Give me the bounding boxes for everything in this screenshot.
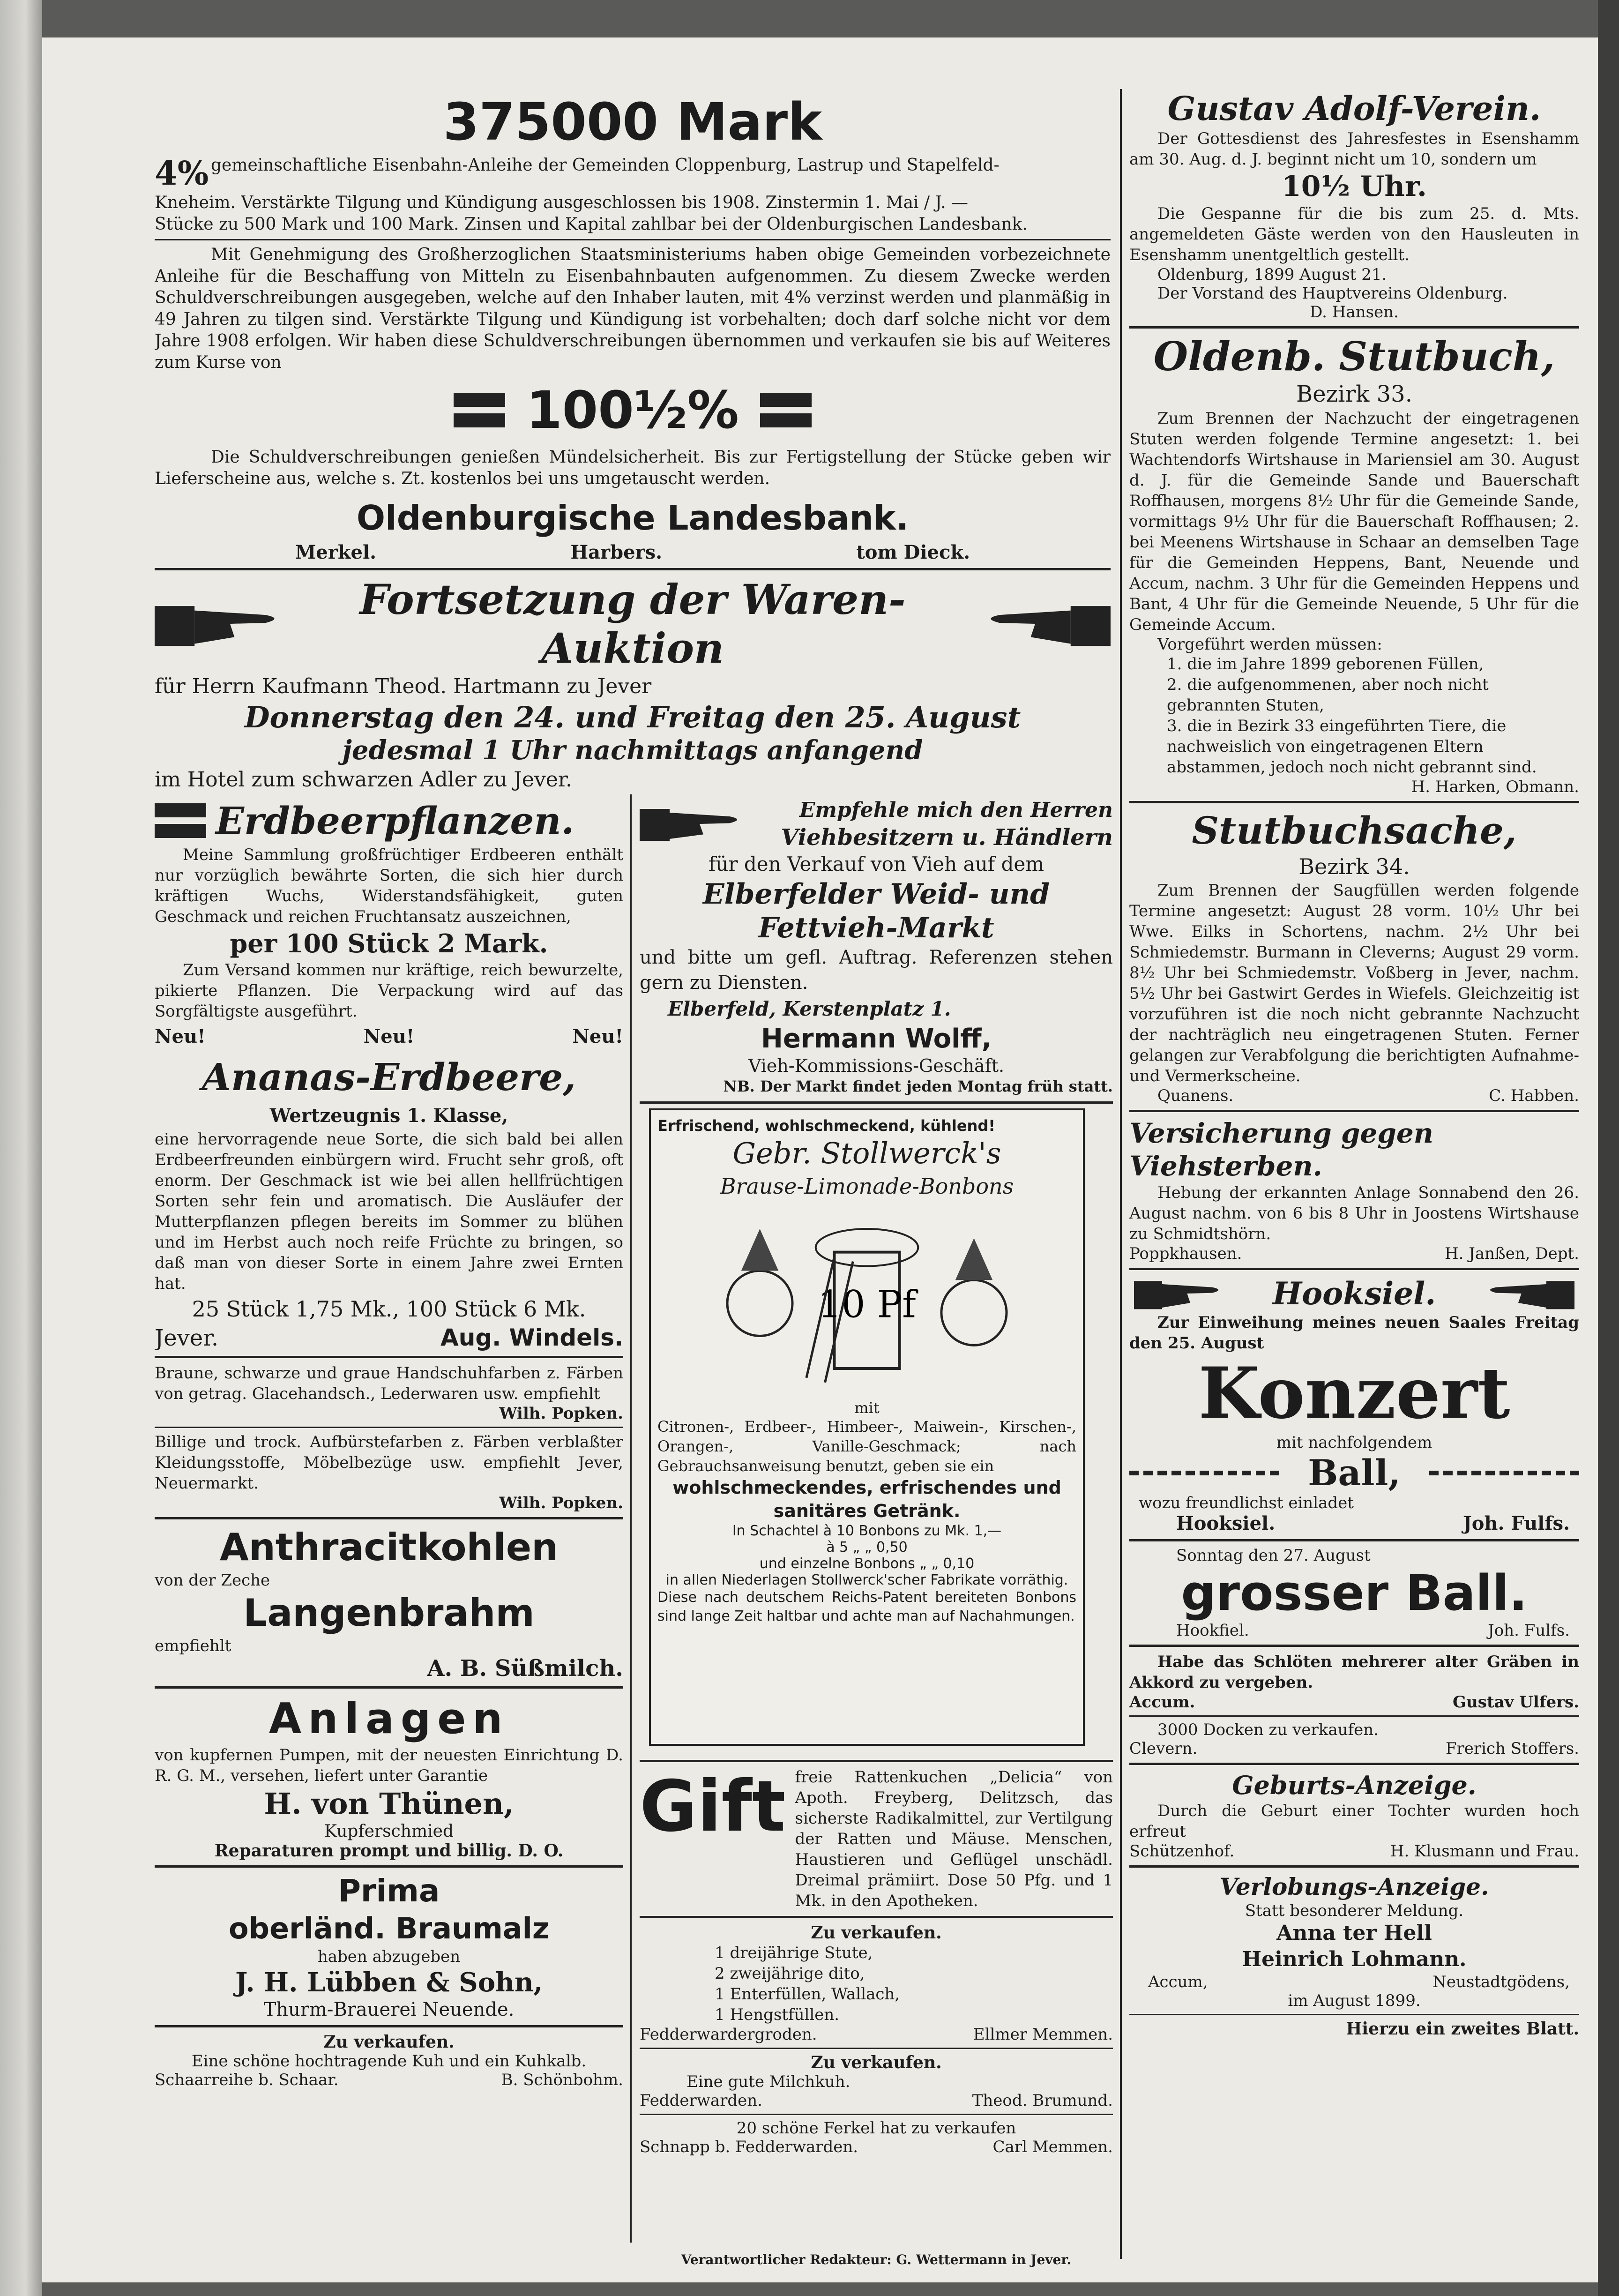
geb-title: Geburts-Anzeige. <box>1232 1770 1477 1800</box>
stutbuch-title: Oldenb. Stutbuch, <box>1153 333 1555 380</box>
verk-sign: B. Schönbohm. <box>501 2071 623 2089</box>
grosser-ball: grosser Ball. <box>1181 1564 1528 1622</box>
right-column <box>1129 89 1579 2264</box>
stutbuch-list-1: 1. die im Jahre 1899 geborenen Füllen, <box>1167 655 1484 673</box>
verl-date: im August 1899. <box>1288 1991 1421 2010</box>
kohlen-sign: A. B. Süßmilch. <box>427 1655 623 1682</box>
gb-footer <box>1129 1621 1579 1640</box>
vers-place: Poppkhausen. <box>1129 1244 1242 1263</box>
vieh-addr: Elberfeld, Kerstenplatz 1. <box>668 997 951 1020</box>
stollwerck-ad <box>640 1108 1113 1755</box>
anlagen-title: Anlagen <box>269 1694 509 1743</box>
scan-border <box>1598 0 1619 2296</box>
stutbuch-bezirk: Bezirk 33. <box>1296 381 1412 407</box>
vieh-nb: NB. Der Markt findet jeden Montag früh statt. <box>723 1077 1113 1095</box>
hook-nach: mit nachfolgendem <box>1276 1433 1432 1452</box>
zv2-footer <box>640 2091 1113 2110</box>
neu-3: Neu! <box>572 1025 623 1047</box>
kohlen-zeche: Langenbrahm <box>243 1591 535 1635</box>
vers-sign: H. Janßen, Dept. <box>1444 1244 1579 1263</box>
hook-title: Hooksiel. <box>1272 1275 1436 1312</box>
ferkel-body: 20 schöne Ferkel hat zu verkaufen <box>736 2119 1016 2138</box>
zv1-footer <box>640 2025 1113 2044</box>
gb-sign: Joh. Fulfs. <box>1488 1621 1570 1640</box>
pointing-hand-left-icon <box>977 596 1111 652</box>
bond-title: 375000 Mark <box>443 92 822 152</box>
neu-row <box>155 1025 623 1047</box>
ga-time: 10½ Uhr. <box>1282 170 1427 203</box>
kohlen-title: Anthracitkohlen <box>219 1526 559 1569</box>
bank-name: Oldenburgische Landesbank. <box>356 498 909 538</box>
bond-body-2: Die Schuldverschreibungen genießen Mündelsicherheit. Bis zur Fertigstellung der Stücke geben wir Lieferscheine aus, welche s. Zt. kostenlos bei uns umgetauscht werden. <box>155 448 1111 488</box>
stollwerck-patent: Diese nach deutschem Reichs-Patent bereiteten Bonbons sind lange Zeit haltbar und achte man auf Nachahmungen. <box>657 1589 1076 1624</box>
gift-title: Gift <box>640 1766 786 1847</box>
stutbuch-sign: H. Harken, Obmann. <box>1411 778 1579 796</box>
kohlen-from: von der Zeche <box>155 1571 270 1590</box>
erdbeer-title: Erdbeerpflanzen. <box>216 799 574 843</box>
erdbeer-bars <box>155 797 206 845</box>
verk-body: Eine schöne hochtragende Kuh und ein Kuhkalb. <box>191 2052 587 2071</box>
vieh-line-1: Empfehle mich den Herren <box>799 798 1113 822</box>
pointing-hand-left-small-icon <box>1476 1275 1579 1312</box>
anlagen-rep: Reparaturen prompt und billig. D. O. <box>214 1841 564 1861</box>
column-rule-inner <box>630 794 632 2243</box>
ga-sign-2: D. Hansen. <box>1310 303 1399 322</box>
stollwerck-pack-2: à 5 „ „ 0,50 <box>826 1539 908 1556</box>
column-rule-main <box>1120 89 1122 2259</box>
zv1-sign: Ellmer Memmen. <box>973 2025 1113 2044</box>
graben-sign: Gustav Ulfers. <box>1453 1693 1579 1712</box>
price-tag-text: 10 Pf <box>818 1282 916 1326</box>
verk-footer <box>155 2071 623 2089</box>
vers-body: Hebung der erkannten Anlage Sonnabend den 26. August nachm. von 6 bis 8 Uhr in Joostens Wirtshause zu Schmidtshörn. <box>1129 1183 1579 1243</box>
erdbeer-body-2: Zum Versand kommen nur kräftige, reich bewurzelte, pikierte Pflanzen. Die Verpackung wird auf das Sorgfältigste ausgeführt. <box>155 961 623 1021</box>
zweites-blatt: Hierzu ein zweites Blatt. <box>1346 2019 1579 2039</box>
stollwerck-pack-3: und einzelne Bonbons „ „ 0,10 <box>759 1556 975 1572</box>
anlagen-body: von kupfernen Pumpen, mit der neuesten Einrichtung D. R. G. M., versehen, liefert unter Garantie <box>155 1746 623 1785</box>
ga-body: Der Gottesdienst des Jahresfestes in Esenshamm am 30. Aug. d. J. beginnt nicht um 10, sondern um <box>1129 129 1579 169</box>
verl-place-1: Accum, <box>1148 1973 1208 1991</box>
stutbuch-list <box>1129 654 1579 778</box>
stutbuch-list-2: 2. die aufgenommenen, aber noch nicht gebrannten Stuten, <box>1167 675 1489 715</box>
ferkel-footer <box>640 2138 1113 2156</box>
stutbuchsache-title: Stutbuchsache, <box>1192 808 1517 853</box>
farben2-sign: Wilh. Popken. <box>499 1494 623 1512</box>
zv2-place: Fedderwarden. <box>640 2091 762 2110</box>
docken-place: Clevern. <box>1129 1739 1198 1758</box>
bond-line-1: gemeinschaftliche Eisenbahn-Anleihe der Gemeinden Cloppenburg, Lastrup und Stapelfeld- <box>211 156 1000 175</box>
ananas-title: Ananas-Erdbeere, <box>201 1055 576 1099</box>
ga-date: Oldenburg, 1899 August 21. <box>1157 265 1387 284</box>
vieh-line-4: Elberfelder Weid- und <box>702 878 1050 911</box>
bond-line-2: Kneheim. Verstärkte Tilgung und Kündigung ausgeschlossen bis 1908. Zinstermin 1. Mai / J. — <box>155 193 968 212</box>
zv1-item-1: 1 dreijährige Stute, <box>715 1944 873 1962</box>
stutbuchsache-footer <box>1129 1086 1579 1105</box>
redakteur-line: Verantwortlicher Redakteur: G. Wettermann in Jever. <box>681 2252 1072 2267</box>
vieh-header <box>640 797 1113 851</box>
verl-name-2: Heinrich Lohmann. <box>1242 1947 1467 1971</box>
stutbuchsache-sign: C. Habben. <box>1489 1086 1579 1105</box>
hook-sign: Joh. Fulfs. <box>1462 1512 1570 1534</box>
hook-line: Zur Einweihung meines neuen Saales Freitag den 25. August <box>1129 1313 1579 1353</box>
neu-2: Neu! <box>363 1025 415 1047</box>
erdbeer-price: per 100 Stück 2 Mark. <box>230 928 548 958</box>
geb-place: Schützenhof. <box>1129 1842 1235 1861</box>
newspaper-page <box>42 37 1598 2282</box>
verl-statt: Statt besonderer Meldung. <box>1245 1901 1464 1920</box>
gnomes-illustration <box>657 1200 1076 1397</box>
graben-body: Habe das Schlöten mehrerer alter Gräben in Akkord zu vergeben. <box>1129 1653 1579 1692</box>
geb-sign: H. Klusmann und Frau. <box>1390 1842 1579 1861</box>
konzert: Konzert <box>1198 1352 1510 1435</box>
stollwerck-top: Erfrischend, wohlschmeckend, kühlend! <box>657 1117 995 1135</box>
zv1-place: Fedderwardergroden. <box>640 2025 817 2044</box>
pointing-hand-icon <box>640 800 752 847</box>
ananas-footer <box>155 1324 623 1351</box>
stollwerck-avail: in allen Niederlagen Stollwerck'scher Fabrikate vorräthig. <box>665 1572 1068 1588</box>
stollwerck-brand: Gebr. Stollwerck's <box>732 1136 1001 1170</box>
malz-title: oberländ. Braumalz <box>229 1911 549 1945</box>
neu-1: Neu! <box>155 1025 206 1047</box>
signer-3: tom Dieck. <box>856 541 970 563</box>
stollwerck-product: Brause-Limonade-Bonbons <box>720 1174 1014 1199</box>
verl-place-2: Neustadtgödens, <box>1432 1973 1570 1991</box>
price-bars-left <box>454 386 505 434</box>
verl-title: Verlobungs-Anzeige. <box>1219 1873 1489 1900</box>
geb-footer <box>1129 1842 1579 1861</box>
hook-footer <box>1129 1512 1579 1534</box>
stutbuch-body: Zum Brennen der Nachzucht der eingetragenen Stuten werden folgende Termine angesetzt: 1. bei Wachtendorfs Wirtshause in Mariensiel am 30. August d. J. für die Gemeinde Sande und Bauerschaft Roffhausen, morgens 8½ Uhr für die Gemeinde Sande, vormittags 9½ Uhr für die Bauerschaft Roffhausen; 2. bei Meenens Wirtshause in Schaar an demselben Tage für die Gemeinden Heppens, Bant, Neuende und Accum, nachm. 3 Uhr für die Gemeinden Heppens und Bant, 4 Uhr für die Gemeinde Neuende, 5 Uhr für die Gemeinde Accum. <box>1129 409 1579 634</box>
middle-column <box>640 797 1113 2250</box>
bond-header <box>155 155 1111 192</box>
stollwerck-mit: mit <box>854 1399 880 1417</box>
bank-signers <box>155 541 1111 563</box>
sonntag: Sonntag den 27. August <box>1176 1546 1371 1565</box>
stutbuchsache-bezirk: Bezirk 34. <box>1298 854 1410 879</box>
auction-line-1: für Herrn Kaufmann Theod. Hartmann zu Jever <box>155 674 652 698</box>
hook-einl: wozu freundlichst einladet <box>1139 1494 1354 1512</box>
ananas-price: 25 Stück 1,75 Mk., 100 Stück 6 Mk. <box>192 1296 586 1322</box>
vieh-name: Hermann Wolff, <box>761 1024 992 1054</box>
auction-line-3: jedesmal 1 Uhr nachmittags anfangend <box>342 735 923 766</box>
gift-body: freie Rattenkuchen „Delicia“ von Apoth. Freyberg, Delitzsch, das sicherste Radikalmittel, zur Vertilgung der Ratten und Mäuse. Menschen, Haustieren und Geflügel unschädl. Dreimal prämiirt. Dose 50 Pfg. und 1 Mk. in den Apotheken. <box>795 1768 1113 1910</box>
bond-rate: 4% <box>155 154 209 193</box>
stutbuch-list-3: 3. die in Bezirk 33 eingeführten Tiere, die nachweislich von eingetragenen Eltern abstammen, jedoch noch nicht gebrannt sind. <box>1167 717 1537 777</box>
vieh-line-6: und bitte um gefl. Auftrag. Referenzen stehen gern zu Diensten. <box>640 947 1113 994</box>
graben-footer <box>1129 1693 1579 1712</box>
vieh-line-3: für den Verkauf von Vieh auf dem <box>708 853 1045 875</box>
zv1-item-3: 1 Enterfüllen, Wallach, <box>715 1985 900 2004</box>
gb-place: Hookfiel. <box>1176 1621 1249 1640</box>
farben1-sign: Wilh. Popken. <box>499 1404 623 1423</box>
auction-line-4: im Hotel zum schwarzen Adler zu Jever. <box>155 768 573 792</box>
zv1-head: Zu verkaufen. <box>811 1923 942 1943</box>
hook-header <box>1129 1275 1579 1312</box>
stutbuch-vorg: Vorgeführt werden müssen: <box>1157 635 1382 654</box>
zv2-sign: Theod. Brumund. <box>972 2091 1113 2110</box>
ananas-sign: Aug. Windels. <box>440 1324 623 1351</box>
ananas-sub: Wertzeugnis 1. Klasse, <box>269 1105 508 1127</box>
binding-edge <box>0 0 42 2296</box>
ball-dash-right <box>1429 1471 1579 1475</box>
zv1-items <box>640 1943 1113 2025</box>
zv1-item-4: 1 Hengstfüllen. <box>715 2005 840 2024</box>
verl-name-1: Anna ter Hell <box>1276 1921 1432 1945</box>
stollwerck-flavors: Citronen-, Erdbeer-, Himbeer-, Maiwein-, Kirschen-, Orangen-, Vanille-Geschmack; nach Gebrauchsanweisung benutzt, geben sie ein <box>657 1418 1076 1475</box>
malz-haben: haben abzugeben <box>317 1947 461 1966</box>
anlagen-name: H. von Thünen, <box>264 1787 514 1821</box>
docken-body: 3000 Docken zu verkaufen. <box>1157 1720 1379 1739</box>
left-narrow-column <box>155 797 623 2250</box>
zv1-item-2: 2 zweijährige dito, <box>715 1964 865 1983</box>
farben1-body: Braune, schwarze und graue Handschuhfarben z. Färben von getrag. Glacehandsch., Lederwaren usw. empfiehlt <box>155 1364 623 1403</box>
ball-row <box>1129 1452 1579 1494</box>
bond-price: 100½% <box>526 380 739 440</box>
stollwerck-drink: wohlschmeckendes, erfrischendes und sanitäres Getränk. <box>672 1477 1061 1521</box>
erdbeer-header <box>155 797 623 845</box>
vieh-job: Vieh-Kommissions-Geschäft. <box>748 1055 1005 1076</box>
stollwerck-pack-1: In Schachtel à 10 Bonbons zu Mk. 1,— <box>732 1523 1002 1539</box>
ananas-place: Jever. <box>155 1325 219 1351</box>
stollwerck-frame <box>649 1108 1085 1746</box>
verk-head: Zu verkaufen. <box>323 2032 455 2052</box>
docken-sign: Frerich Stoffers. <box>1445 1739 1579 1758</box>
docken-footer <box>1129 1739 1579 1758</box>
graben-place: Accum. <box>1129 1693 1195 1712</box>
signer-2: Harbers. <box>570 541 663 563</box>
malz-name: J. H. Lübben & Sohn, <box>235 1967 543 1998</box>
stutbuchsache-place: Quanens. <box>1157 1086 1234 1105</box>
pointing-hand-right-icon <box>155 596 288 652</box>
bond-price-row <box>155 380 1111 440</box>
ferkel-place: Schnapp b. Fedderwarden. <box>640 2138 858 2156</box>
hook-place: Hooksiel. <box>1176 1512 1276 1534</box>
verl-places <box>1129 1973 1579 1991</box>
auction-line-2: Donnerstag den 24. und Freitag den 25. August <box>244 700 1021 734</box>
ball-dash-left <box>1129 1471 1279 1475</box>
auction-title: Fortsetzung der Waren-Auktion <box>359 575 906 673</box>
vieh-line-5: Fettvieh-Markt <box>758 912 994 944</box>
bond-body: Mit Genehmigung des Großherzoglichen Staatsministeriums haben obige Gemeinden vorbezeichnete Anleihe für die Beschaffung von Mitteln zu Eisenbahnbauten aufgenommen. Zu diesem Zwecke werden Schuldverschreibungen ausgegeben, welche auf den Inhaber lauten, mit 4% verzinst werden und planmäßig in 49 Jahren zu tilgen sind. Verstärkte Tilgung und Kündigung ist vorbehalten; doch darf solche nicht vor dem Jahre 1908 erfolgen. Wir haben diese Schuldverschreibungen übernommen und verkaufen sie bis auf Weiteres zum Kurse von <box>155 245 1111 372</box>
price-bars-right <box>760 386 812 434</box>
ananas-body: eine hervorragende neue Sorte, die sich bald bei allen Erdbeerfreunden einbürgern wird. Frucht sehr groß, oft enorm. Der Geschmack ist wie bei allen hellfrüchtigen Sorten sehr fein und aromatisch. Die Ausläufer der Mutterpflanzen pflegen bereits im Sommer zu blühen und im Herbst auch noch reife Früchte zu bringen, so daß man von dieser Sorte in einem Jahre zwei Ernten hat. <box>155 1130 623 1293</box>
signer-1: Merkel. <box>295 541 377 563</box>
auction-header <box>155 575 1111 673</box>
vers-footer <box>1129 1244 1579 1263</box>
kohlen-empf: empfiehlt <box>155 1637 231 1655</box>
left-wide-column <box>155 89 1111 792</box>
bond-line-3: Stücke zu 500 Mark und 100 Mark. Zinsen und Kapital zahlbar bei der Oldenburgischen Landesbank. <box>155 215 1028 234</box>
vieh-line-2: Viehbesitzern u. Händlern <box>781 824 1113 851</box>
malz-place: Thurm-Brauerei Neuende. <box>263 1999 515 2020</box>
ga-title: Gustav Adolf-Verein. <box>1167 89 1541 128</box>
ferkel-sign: Carl Memmen. <box>992 2138 1113 2156</box>
stutbuchsache-body: Zum Brennen der Saugfüllen werden folgende Termine angesetzt: August 28 vorm. 10½ Uhr bei Wwe. Eilks in Schortens, nachm. 2½ Uhr bei Schmiedemstr. Burmann in Cleverns; August 29 vorm. 8½ Uhr bei Schmiedemstr. Voßberg in Jever, nachm. 5½ Uhr bei Gastwirt Gerdes in Wiefels. Gleichzeitig ist vorzuführen ist die noch nicht gebrannte Nachzucht der nachträglich neu eingetragenen Stuten. Ferner gelangen zur Verabfolgung die berichtigten Aufnahme- und Vermerkscheine. <box>1129 881 1579 1085</box>
vers-title: Versicherung gegen Viehsterben. <box>1129 1117 1433 1182</box>
geb-body: Durch die Geburt einer Tochter wurden hoch erfreut <box>1129 1802 1579 1841</box>
farben2-body: Billige und trock. Aufbürstefarben z. Färben verblaßter Kleidungsstoffe, Möbelbezüge usw. empfiehlt Jever, Neuermarkt. <box>155 1433 623 1493</box>
ball: Ball, <box>1308 1452 1401 1494</box>
pointing-hand-right-small-icon <box>1129 1275 1232 1312</box>
ga-body-2: Die Gespanne für die bis zum 25. d. Mts. angemeldeten Gäste werden von den Hausleuten in Esenshamm unentgeltlich gestellt. <box>1129 204 1579 264</box>
anlagen-job: Kupferschmied <box>324 1822 454 1841</box>
erdbeer-body: Meine Sammlung großfrüchtiger Erdbeeren enthält nur vorzüglich bewährte Sorten, die sich hier durch kräftigen Wuchs, Widerstandsfähigkeit, guten Geschmack und reichen Fruchtansatz auszeichnen, <box>155 845 623 926</box>
malz-prima: Prima <box>338 1873 440 1909</box>
verk-place: Schaarreihe b. Schaar. <box>155 2071 339 2089</box>
gift-ad <box>640 1767 1113 1911</box>
ga-sign-1: Der Vorstand des Hauptvereins Oldenburg. <box>1157 284 1508 303</box>
zv2-body: Eine gute Milchkuh. <box>686 2072 851 2091</box>
zv2-head: Zu verkaufen. <box>811 2053 942 2072</box>
